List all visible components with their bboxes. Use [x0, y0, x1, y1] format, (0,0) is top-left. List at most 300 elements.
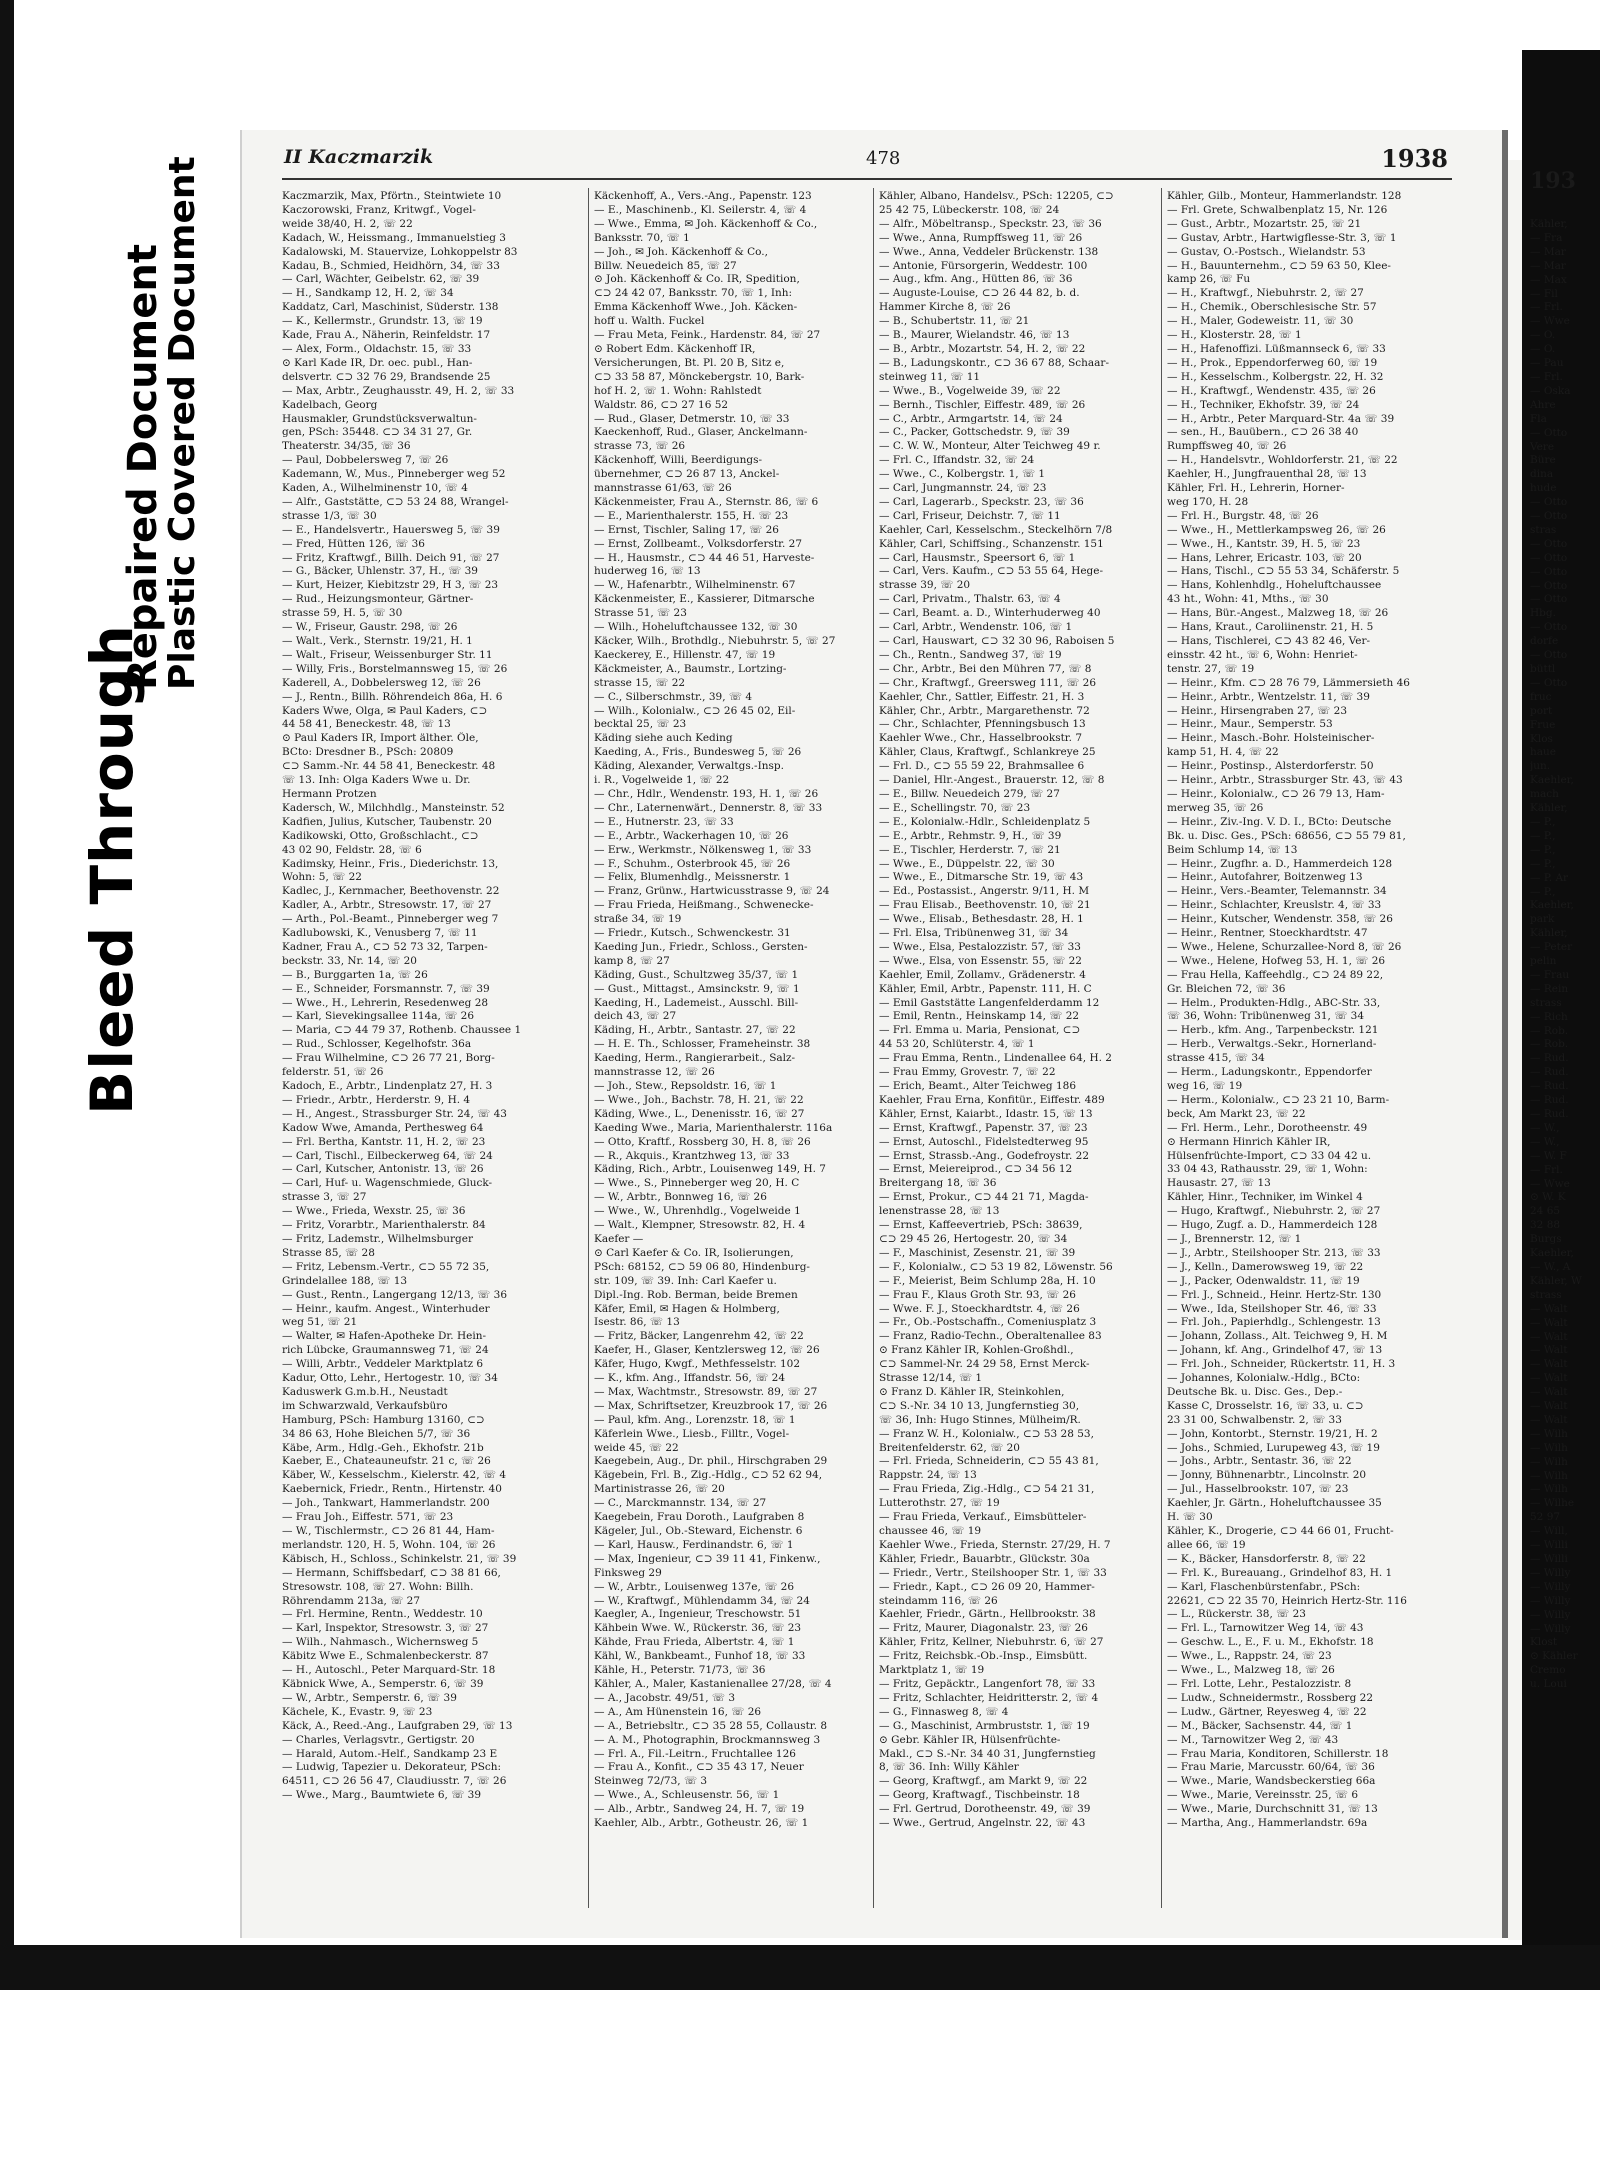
directory-entry-line: — F., Maschinist, Zesenstr. 21, ☏ 39	[879, 1246, 1076, 1259]
neighbor-entry-line: Kaehler,	[1530, 1247, 1574, 1260]
directory-entry-line: — Walt., Friseur, Weissenburger Str. 11	[282, 648, 493, 661]
directory-entry-line: i. R., Vogelweide 1, ☏ 22	[594, 774, 730, 787]
directory-entry-line: — Martha, Ang., Hammerlandstr. 69a	[1167, 1817, 1368, 1830]
directory-entry-line: Käckenhoff, Willi, Beerdigungs-	[594, 454, 763, 467]
directory-entry-line: — Fritz, Maurer, Diagonalstr. 23, ☏ 26	[879, 1622, 1088, 1635]
directory-entry-line: chaussee 46, ☏ 19	[879, 1525, 982, 1537]
directory-entry-line: — H., Klosterstr. 28, ☏ 1	[1167, 329, 1302, 342]
neighbor-entry-line: u. Loui	[1530, 1678, 1567, 1691]
directory-entry-line: 43 02 90, Feldstr. 28, ☏ 6	[282, 843, 422, 856]
directory-entry-line: Kademann, W., Mus., Pinneberger weg 52	[282, 468, 506, 481]
directory-entry-line: Kadach, W., Heissmang., Immanuelstieg 3	[282, 231, 506, 244]
directory-entry-line: — Fritz, Gepäcktr., Langenfort 78, ☏ 33	[879, 1677, 1096, 1690]
directory-entry-line: — H., Sandkamp 12, H. 2, ☏ 34	[282, 287, 454, 300]
directory-entry-line: — E., Schellingstr. 70, ☏ 23	[879, 801, 1031, 814]
directory-entry-line: — Frau Joh., Eiffestr. 571, ☏ 23	[282, 1511, 454, 1524]
directory-entry-line: — Wwe., B., Vogelweide 39, ☏ 22	[879, 384, 1061, 397]
directory-entry-line: — Frau A., Konfit., ⊂⊃ 35 43 17, Neuer	[594, 1761, 804, 1774]
neighbor-entry-line: — Otto	[1530, 510, 1568, 523]
directory-entry-line: — A. M., Photographin, Brockmannsweg 3	[594, 1733, 821, 1746]
directory-entry-line: — H., Handelsvtr., Wohldorferstr. 21, ☏ 22	[1167, 454, 1398, 467]
directory-entry-line: — Chr., Kraftwgf., Greersweg 111, ☏ 26	[879, 676, 1097, 689]
neighbor-entry-line: — Otto	[1530, 537, 1568, 550]
directory-entry-line: — Paul, Dobbelersweg 7, ☏ 26	[282, 454, 449, 467]
directory-entry-line: — A., Am Hünenstein 16, ☏ 26	[594, 1705, 762, 1718]
directory-entry-line: im Schwarzwald, Verkaufsbüro	[282, 1399, 448, 1412]
neighbor-entry-line: — Walt	[1530, 1358, 1568, 1371]
directory-entry-line: Kaebernick, Friedr., Rentn., Hirtenstr. 40	[282, 1483, 502, 1496]
neighbor-entry-line: port	[1530, 704, 1553, 717]
directory-entry-line: Kaehler Wwe., Frieda, Sternstr. 27/29, H. 7	[879, 1538, 1111, 1551]
directory-entry-line: — Gust., Arbtr., Mozartstr. 25, ☏ 21	[1167, 217, 1362, 230]
directory-entry-line: — Wwe., Marie, Vereinsstr. 25, ☏ 6	[1167, 1789, 1359, 1802]
directory-entry-line: Kaehler, Alb., Arbtr., Gotheustr. 26, ☏ 1	[594, 1817, 809, 1830]
directory-entry-line: — Paul, kfm. Ang., Lorenzstr. 18, ☏ 1	[594, 1413, 796, 1426]
directory-entry-line: Banksstr. 70, ☏ 1	[594, 231, 690, 244]
directory-entry-line: — Carl, Beamt. a. D., Winterhuderweg 40	[879, 607, 1101, 620]
neighbor-entry-line: — Wilh	[1530, 1483, 1568, 1496]
directory-entry-line: — H., Kesselschm., Kolbergstr. 22, H. 32	[1167, 370, 1384, 383]
directory-entry-line: mannstrasse 61/63, ☏ 26	[594, 482, 732, 495]
neighbor-entry-line: fruc	[1530, 690, 1552, 703]
neighbor-column	[1530, 218, 1600, 1692]
directory-entry-line: BCto: Dresdner B., PSch: 20809	[282, 746, 454, 759]
directory-entry-line: Kaegebein, Aug., Dr. phil., Hirschgraben 29	[594, 1455, 828, 1468]
neighbor-entry-line: — Walt	[1530, 1400, 1568, 1413]
neighbor-entry-line: — P.,	[1530, 829, 1556, 842]
directory-entry-line: — Frl. K., Bureauang., Grindelhof 83, H. 1	[1167, 1566, 1393, 1579]
neighbor-entry-line: Frue	[1530, 718, 1556, 731]
directory-entry-line: beck, Am Markt 23, ☏ 22	[1167, 1107, 1306, 1120]
directory-entry-line: — Wwe., Ida, Steilshoper Str. 46, ☏ 33	[1167, 1302, 1377, 1315]
directory-entry-line: — Johs., Arbtr., Sentastr. 36, ☏ 22	[1167, 1455, 1352, 1468]
directory-entry-line: — Maria, ⊂⊃ 44 79 37, Rothenb. Chaussee 1	[282, 1024, 522, 1037]
directory-entry-line: strasse 415, ☏ 34	[1167, 1052, 1265, 1065]
directory-entry-line: — E., Hutnerstr. 23, ☏ 33	[594, 815, 734, 828]
directory-entry-line: — Gustav, O.-Postsch., Wielandstr. 53	[1167, 245, 1366, 258]
directory-entry-line: — W., Arbtr., Louisenweg 137e, ☏ 26	[594, 1580, 795, 1593]
directory-entry-line: — Wwe., H., Kantstr. 39, H. 5, ☏ 23	[1167, 537, 1361, 550]
neighbor-entry-line: — Frl.	[1530, 301, 1563, 314]
directory-entry-line: Makl., ⊂⊃ S.-Nr. 34 40 31, Jungfernstieg	[879, 1747, 1096, 1760]
directory-entry-line: — Emil Gaststätte Langenfelderdamm 12	[879, 996, 1100, 1009]
directory-entry-line: beckstr. 33, Nr. 14, ☏ 20	[282, 954, 417, 967]
scanner-edge-bottom	[0, 1945, 1600, 1990]
directory-entry-line: — Wilh., Nahmasch., Wichernsweg 5	[282, 1636, 479, 1649]
directory-entry-line: — Carl, Lagerarb., Speckstr. 23, ☏ 36	[879, 495, 1084, 508]
directory-entry-line: Kaefer —	[594, 1232, 644, 1245]
directory-entry-line: — Frl. A., Fil.-Leitrn., Fruchtallee 126	[594, 1747, 796, 1760]
directory-entry-line: — Charles, Verlagsvtr., Gertigstr. 20	[282, 1733, 475, 1746]
directory-entry-line: Strasse 85, ☏ 28	[282, 1246, 375, 1259]
directory-entry-line: Wohn: 5, ☏ 22	[282, 871, 362, 884]
directory-entry-line: — Wwe., Helene, Hofweg 53, H. 1, ☏ 26	[1167, 954, 1386, 967]
directory-entry-line: Hamburg, PSch: Hamburg 13160, ⊂⊃	[282, 1413, 485, 1426]
directory-entry-line: — Ernst, Autoschl., Fidelstedterweg 95	[879, 1135, 1089, 1148]
neighbor-entry-line: Kaehler,	[1530, 899, 1574, 912]
neighbor-entry-line: — Fil	[1530, 287, 1558, 300]
directory-entry-line: — Frl. J., Schneid., Heinr. Hertz-Str. 130	[1167, 1288, 1382, 1301]
neighbor-entry-line: — Mar	[1530, 245, 1566, 258]
year-label: 1938	[1381, 144, 1448, 173]
directory-entry-line: Waldstr. 86, ⊂⊃ 27 16 52	[594, 398, 729, 411]
neighbor-entry-line: — Rein	[1530, 982, 1569, 995]
neighbor-entry-line: — Otto	[1530, 649, 1568, 662]
directory-entry-line: Versicherungen, Bt. Pl. 20 B, Sitz e,	[594, 356, 785, 369]
neighbor-entry-line: — W., A	[1530, 1260, 1571, 1273]
directory-entry-line: — Wwe., E., Ditmarsche Str. 19, ☏ 43	[879, 871, 1084, 884]
directory-entry-line: becktal 25, ☏ 23	[594, 718, 687, 731]
neighbor-entry-line: — Walt	[1530, 1372, 1568, 1385]
directory-entry-line: — Harald, Autom.-Helf., Sandkamp 23 E	[282, 1747, 498, 1760]
neighbor-entry-line: — Rud.	[1530, 1052, 1569, 1065]
neighbor-entry-line: — Will,	[1530, 1525, 1568, 1538]
directory-entry-line: — Chr., Schlachter, Pfenningsbusch 13	[879, 718, 1086, 731]
directory-entry-line: Kadur, Otto, Lehr., Hertogestr. 10, ☏ 34	[282, 1372, 498, 1385]
directory-entry-line: PSch: 68152, ⊂⊃ 59 06 80, Hindenburg-	[594, 1260, 810, 1273]
directory-entry-line: — Franz W. H., Kolonialw., ⊂⊃ 53 28 53,	[879, 1427, 1094, 1440]
directory-entry-line: — Fritz, Lademstr., Wilhelmsburger	[282, 1232, 473, 1245]
neighbor-entry-line: park	[1530, 913, 1555, 926]
neighbor-entry-line: — Peter	[1530, 941, 1573, 954]
directory-entry-line: — A., Jacobstr. 49/51, ☏ 3	[594, 1691, 736, 1704]
directory-entry-line: — Friedr., Arbtr., Herderstr. 9, H. 4	[282, 1093, 471, 1106]
directory-entry-line: — H., Bauunternehm., ⊂⊃ 59 63 50, Klee-	[1167, 259, 1391, 272]
directory-entry-line: 8, ☏ 36. Inh: Willy Kähler	[879, 1761, 1019, 1774]
directory-entry-line: Rumpffsweg 40, ☏ 26	[1167, 440, 1287, 453]
directory-entry-line: — R., Akquis., Krantzhweg 13, ☏ 33	[594, 1149, 790, 1162]
directory-entry-line: Käbnick Wwe, A., Semperstr. 6, ☏ 39	[282, 1677, 484, 1690]
neighbor-entry-line: — W. F	[1530, 1149, 1567, 1162]
directory-entry-line: — H., Techniker, Ekhofstr. 39, ☏ 24	[1167, 398, 1360, 411]
neighbor-entry-line: 52 97	[1530, 1511, 1561, 1524]
directory-entry-line: — Joh., Stew., Repsoldstr. 16, ☏ 1	[594, 1080, 777, 1092]
directory-entry-line: — W., Hafenarbtr., Wilhelminenstr. 67	[594, 579, 796, 592]
directory-entry-line: — Otto, Kraftf., Rossberg 30, H. 8, ☏ 26	[594, 1135, 811, 1148]
directory-column-3	[879, 190, 1141, 1831]
directory-entry-line: Käckenhoff, A., Vers.-Ang., Papenstr. 123	[594, 190, 812, 202]
directory-entry-line: — J., Arbtr., Steilshooper Str. 213, ☏ 33	[1167, 1246, 1381, 1259]
directory-entry-line: — Georg, Kraftwgf., am Markt 9, ☏ 22	[879, 1775, 1088, 1788]
directory-entry-line: 34 86 63, Hohe Bleichen 5/7, ☏ 36	[282, 1427, 471, 1440]
directory-entry-line: Kaczorowski, Franz, Kritwgf., Vogel-	[282, 203, 476, 216]
directory-entry-line: Kade, Frau A., Näherin, Reinfeldstr. 17	[282, 329, 491, 342]
directory-entry-line: ☏ 36, Wohn: Tribünenweg 31, ☏ 34	[1167, 1010, 1365, 1023]
directory-entry-line: Dipl.-Ing. Rob. Berman, beide Bremen	[594, 1288, 798, 1301]
directory-entry-line: Kadimsky, Heinr., Fris., Diederichstr. 13,	[282, 857, 499, 870]
directory-entry-line: — G., Maschinist, Armbruststr. 1, ☏ 19	[879, 1719, 1090, 1732]
directory-entry-line: Käbitz Wwe E., Schmalenbeckerstr. 87	[282, 1650, 489, 1663]
directory-entry-line: — Carl, Arbtr., Wendenstr. 106, ☏ 1	[879, 621, 1073, 634]
directory-entry-line: Kähbein Wwe. W., Rückerstr. 36, ☏ 23	[594, 1622, 802, 1635]
directory-entry-line: — Carl, Jungmannstr. 24, ☏ 23	[879, 482, 1047, 495]
directory-entry-line: strasse 15, ☏ 22	[594, 676, 686, 689]
directory-entry-line: — Wwe., Marie, Durchschnitt 31, ☏ 13	[1167, 1803, 1378, 1816]
directory-entry-line: — Fred, Hütten 126, ☏ 36	[282, 537, 425, 550]
directory-entry-line: — Ernst, Meiereiprod., ⊂⊃ 34 56 12	[879, 1163, 1073, 1176]
directory-entry-line: Kähler, K., Drogerie, ⊂⊃ 44 66 01, Frucht-	[1167, 1525, 1394, 1537]
directory-entry-line: — J., Rentn., Billh. Röhrendeich 86a, H. 6	[282, 690, 503, 703]
directory-entry-line: Kaehler Wwe., Chr., Hasselbrookstr. 7	[879, 732, 1083, 745]
directory-entry-line: ⊂⊃ Sammel-Nr. 24 29 58, Ernst Merck-	[879, 1358, 1090, 1371]
directory-entry-line: — Wwe. F. J., Stoeckhardtstr. 4, ☏ 26	[879, 1302, 1080, 1315]
directory-entry-line: kamp 8, ☏ 27	[594, 954, 670, 967]
directory-entry-line: Käding, Gust., Schultzweg 35/37, ☏ 1	[594, 968, 799, 981]
directory-entry-line: — Max, Schriftsetzer, Kreuzbrook 17, ☏ 26	[594, 1399, 828, 1412]
neighbor-entry-line: — Walt	[1530, 1316, 1568, 1329]
directory-entry-line: — Friedr., Kutsch., Schwenckestr. 31	[594, 927, 791, 940]
neighbor-entry-line: — Rud.	[1530, 1108, 1569, 1120]
directory-entry-line: strasse 3, ☏ 27	[282, 1191, 367, 1204]
directory-entry-line: — Antonie, Fürsorgerin, Weddestr. 100	[879, 259, 1088, 272]
directory-entry-line: deich 43, ☏ 27	[594, 1010, 677, 1023]
directory-entry-line: — Carl, Tischl., Eilbeckerweg 64, ☏ 24	[282, 1149, 493, 1162]
directory-entry-line: delsvertr. ⊂⊃ 32 76 29, Brandsende 25	[282, 370, 491, 383]
directory-entry-line: — Frl. Gertrud, Dorotheenstr. 49, ☏ 39	[879, 1803, 1091, 1816]
directory-entry-line: — Frl. Herm., Lehr., Dorotheenstr. 49	[1167, 1121, 1368, 1134]
directory-entry-line: ☏ 13. Inh: Olga Kaders Wwe u. Dr.	[282, 774, 471, 787]
neighbor-entry-line: — Frl.	[1530, 370, 1563, 383]
neighbor-entry-line: Büre	[1530, 454, 1556, 467]
directory-entry-line: — Frau Hella, Kaffeehdlg., ⊂⊃ 24 89 22,	[1167, 968, 1384, 981]
directory-entry-line: — Emil, Rentn., Heinskamp 14, ☏ 22	[879, 1010, 1080, 1023]
directory-entry-line: — Walt., Verk., Sternstr. 19/21, H. 1	[282, 635, 473, 647]
directory-entry-line: — Fritz, Lebensm.-Vertr., ⊂⊃ 55 72 35,	[282, 1260, 490, 1273]
directory-entry-line: — Hans, Tischlerei, ⊂⊃ 43 82 46, Ver-	[1167, 635, 1371, 647]
directory-entry-line: — Chr., Arbtr., Bei den Mühren 77, ☏ 8	[879, 662, 1092, 675]
directory-entry-line: ⊙ Carl Kaefer & Co. IR, Isolierungen,	[594, 1246, 794, 1259]
directory-entry-line: Käber, W., Kesselschm., Kielerstr. 42, ☏ 4	[282, 1469, 507, 1482]
directory-entry-line: — Karl, Sievekingsallee 114a, ☏ 26	[282, 1010, 475, 1023]
directory-entry-line: — Wwe., Elisab., Bethesdastr. 28, H. 1	[879, 913, 1084, 926]
directory-entry-line: — Heinr., Kolonialw., ⊂⊃ 26 79 13, Ham-	[1167, 787, 1385, 800]
directory-entry-line: — Gustav, Arbtr., Hartwigflesse-Str. 3, ☏ 1	[1167, 231, 1397, 244]
directory-entry-line: Kaehler, Carl, Kesselschm., Steckelhörn 7/8	[879, 523, 1113, 536]
neighbor-entry-line: Vere	[1530, 440, 1555, 453]
directory-entry-line: — Joh., ✉ Joh. Käckenhoff & Co.,	[594, 245, 768, 258]
directory-entry-line: — Carl, Privatm., Thalstr. 63, ☏ 4	[879, 593, 1061, 606]
directory-entry-line: — Wwe., H., Lehrerin, Resedenweg 28	[282, 996, 489, 1009]
neighbor-entry-line: Klost	[1530, 1636, 1558, 1649]
neighbor-entry-line: Burgs	[1530, 1233, 1562, 1246]
directory-entry-line: übernehmer, ⊂⊃ 26 87 13, Anckel-	[594, 468, 780, 481]
directory-entry-line: — Heinr., Rentner, Stoeckhardtstr. 47	[1167, 927, 1368, 940]
directory-entry-line: Kähler, Fritz, Kellner, Niebuhrstr. 6, ☏ 27	[879, 1636, 1104, 1649]
directory-entry-line: — Fritz, Bäcker, Langenrehm 42, ☏ 22	[594, 1330, 804, 1343]
directory-entry-line: — Rud., Heizungsmonteur, Gärtner-	[282, 593, 474, 606]
directory-entry-line: weg 170, H. 28	[1167, 495, 1249, 508]
neighbor-entry-line: ⊙ Kähler	[1530, 1650, 1578, 1663]
directory-entry-line: — Friedr., Vertr., Steilshooper Str. 1, ☏ 33	[879, 1566, 1107, 1579]
directory-entry-line: steinweg 11, ☏ 11	[879, 370, 981, 383]
directory-entry-line: rich Lübcke, Graumannsweg 71, ☏ 24	[282, 1344, 489, 1357]
directory-entry-line: — C., Silberschmstr., 39, ☏ 4	[594, 690, 753, 703]
directory-entry-line: Isestr. 86, ☏ 13	[594, 1316, 680, 1329]
header-rule	[282, 178, 1452, 180]
neighbor-entry-line: — O.	[1530, 343, 1556, 356]
directory-entry-line: — C. W. W., Monteur, Alter Teichweg 49 r.	[879, 440, 1101, 453]
directory-entry-line: Hülsenfrüchte-Import, ⊂⊃ 33 04 42 u.	[1167, 1149, 1372, 1162]
directory-column-4	[1167, 190, 1429, 1831]
directory-entry-line: — Hugo, Kraftwgf., Niebuhrstr. 2, ☏ 27	[1167, 1205, 1381, 1218]
neighbor-entry-line: — Otto	[1530, 676, 1568, 689]
directory-entry-line: Kaduswerk G.m.b.H., Neustadt	[282, 1385, 448, 1398]
directory-entry-line: — E., Arbtr., Rehmstr. 9, H., ☏ 39	[879, 829, 1062, 842]
directory-entry-line: Hammer Kirche 8, ☏ 26	[879, 301, 1011, 314]
neighbor-entry-line: — Wilhe	[1530, 1497, 1575, 1510]
directory-entry-line: — Hans, Kohlenhdlg., Hoheluftchaussee	[1167, 579, 1382, 592]
directory-entry-line: — H., Autoschl., Peter Marquard-Str. 18	[282, 1664, 496, 1677]
directory-entry-line: ⊙ Joh. Käckenhoff & Co. IR, Spedition,	[594, 273, 800, 286]
directory-entry-line: — Arth., Pol.-Beamt., Pinneberger weg 7	[282, 913, 499, 926]
directory-entry-line: — Franz, Grünw., Hartwicusstrasse 9, ☏ 24	[594, 885, 830, 898]
neighbor-entry-line: pelin	[1530, 955, 1557, 968]
directory-entry-line: — Heinr., Kutscher, Wendenstr. 358, ☏ 26	[1167, 913, 1393, 926]
directory-entry-line: — Fr., Ob.-Postschaffn., Comeniusplatz 3	[879, 1316, 1097, 1329]
directory-entry-line: Bk. u. Disc. Ges., PSch: 68656, ⊂⊃ 55 79 81,	[1167, 829, 1406, 842]
directory-entry-line: — Carl, Huf- u. Wagenschmiede, Gluck-	[282, 1177, 493, 1190]
directory-entry-line: Käding, Alexander, Verwaltgs.-Insp.	[594, 760, 784, 773]
directory-entry-line: 22621, ⊂⊃ 22 35 70, Heinrich Hertz-Str. 116	[1167, 1594, 1407, 1607]
directory-entry-line: 44 53 20, Schlüterstr. 4, ☏ 1	[879, 1038, 1035, 1051]
directory-entry-line: — Walt., Klempner, Stresowstr. 82, H. 4	[594, 1219, 806, 1232]
directory-entry-line: — K., kfm. Ang., Iffandstr. 56, ☏ 24	[594, 1372, 786, 1385]
neighbor-entry-line: büttl	[1530, 663, 1556, 675]
directory-entry-line: Kadelbach, Georg	[282, 398, 378, 411]
directory-entry-line: Käcker, Wilh., Brothdlg., Niebuhrstr. 5, ☏ 27	[594, 635, 836, 647]
neighbor-entry-line: — P.,	[1530, 885, 1556, 898]
directory-entry-line: — Rud., Schlosser, Kegelhofstr. 36a	[282, 1038, 472, 1051]
directory-entry-line: ☏ 36, Inh: Hugo Stinnes, Mülheim/R.	[879, 1413, 1081, 1426]
directory-entry-line: Kägeler, Jul., Ob.-Steward, Eichenstr. 6	[594, 1525, 803, 1537]
directory-page	[240, 130, 1504, 1938]
directory-entry-line: Kaehler, Friedr., Gärtn., Hellbrookstr. 38	[879, 1608, 1096, 1621]
neighbor-entry-line: Ahre	[1530, 398, 1556, 411]
directory-entry-line: Kaegebein, Frau Doroth., Laufgraben 8	[594, 1511, 805, 1524]
neighbor-entry-line: Fla	[1530, 412, 1547, 425]
directory-entry-line: — Erich, Beamt., Alter Teichweg 186	[879, 1080, 1077, 1092]
directory-entry-line: Kaeding, A., Fris., Bundesweg 5, ☏ 26	[594, 746, 802, 759]
directory-entry-line: — W., Tischlermstr., ⊂⊃ 26 81 44, Ham-	[282, 1525, 495, 1537]
directory-entry-line: hof H. 2, ☏ 1. Wohn: Rahlstedt	[594, 384, 762, 397]
neighbor-entry-line: dina	[1530, 468, 1554, 481]
neighbor-entry-line: — Willy	[1530, 1580, 1571, 1593]
directory-entry-line: Kähl, W., Bankbeamt., Funhof 18, ☏ 33	[594, 1650, 806, 1663]
directory-entry-line: lenenstrasse 28, ☏ 13	[879, 1205, 1000, 1218]
directory-entry-line: — G., Bäcker, Uhlenstr. 37, H., ☏ 39	[282, 565, 478, 578]
directory-entry-line: 25 42 75, Lübeckerstr. 108, ☏ 24	[879, 203, 1060, 216]
page-number: 478	[866, 148, 901, 169]
directory-entry-line: ⊂⊃ 29 45 26, Hertogestr. 20, ☏ 34	[879, 1232, 1068, 1245]
neighbor-entry-line: — Rob.	[1530, 1038, 1569, 1051]
directory-entry-line: Hausastr. 27, ☏ 13	[1167, 1177, 1271, 1190]
directory-entry-line: Kaeding, Herm., Rangierarbeit., Salz-	[594, 1052, 796, 1065]
directory-entry-line: — Frau F., Klaus Groth Str. 93, ☏ 26	[879, 1288, 1076, 1301]
neighbor-entry-line: — Walt	[1530, 1386, 1568, 1399]
neighbor-entry-line: — Oska	[1530, 384, 1571, 397]
neighbor-entry-line: — P. Ar	[1530, 871, 1569, 884]
directory-entry-line: — Frau Emmy, Grovestr. 7, ☏ 22	[879, 1066, 1056, 1079]
directory-entry-line: Käding, Wwe., L., Denenisstr. 16, ☏ 27	[594, 1107, 805, 1120]
directory-entry-line: Käckenmeister, E., Kassierer, Ditmarsche	[594, 593, 815, 606]
directory-entry-line: strasse 59, H. 5, ☏ 30	[282, 607, 403, 620]
neighbor-entry-line: — Wilh	[1530, 1427, 1568, 1440]
label-bleed-through: Bleed Through	[78, 624, 146, 1115]
directory-entry-line: — J., Brennerstr. 12, ☏ 1	[1167, 1232, 1302, 1245]
neighbor-entry-line: — Pau	[1530, 357, 1564, 370]
directory-entry-line: Kähler, Frl. H., Lehrerin, Horner-	[1167, 482, 1345, 495]
directory-entry-line: — H., Kraftwgf., Wendenstr. 435, ☏ 26	[1167, 384, 1376, 397]
directory-entry-line: — Ed., Postassist., Angerstr. 9/11, H. M	[879, 885, 1090, 898]
neighbor-entry-line: — Wilh	[1530, 1455, 1568, 1468]
directory-entry-line: — sen., H., Bauübern., ⊂⊃ 26 38 40	[1167, 426, 1359, 439]
directory-entry-line: Kadersch, W., Milchhdlg., Mansteinstr. 52	[282, 801, 505, 814]
directory-entry-line: — Ernst, Kaffeevertrieb, PSch: 38639,	[879, 1219, 1083, 1232]
neighbor-page-number: 193	[1530, 168, 1576, 194]
directory-entry-line: — H., Hausmstr., ⊂⊃ 44 46 51, Harveste-	[594, 551, 815, 564]
directory-entry-line: — Hans, Bür.-Angest., Malzweg 18, ☏ 26	[1167, 607, 1389, 620]
directory-entry-line: — Karl, Inspektor, Stresowstr. 3, ☏ 27	[282, 1622, 489, 1635]
directory-entry-line: Käding, H., Arbtr., Santastr. 27, ☏ 22	[594, 1024, 796, 1037]
directory-entry-line: — Wwe., H., Mettlerkampsweg 26, ☏ 26	[1167, 523, 1386, 536]
neighbor-entry-line: — Willy	[1530, 1622, 1571, 1635]
directory-entry-line: ⊙ Franz D. Kähler IR, Steinkohlen,	[879, 1385, 1065, 1398]
directory-entry-line: strasse 1/3, ☏ 30	[282, 509, 377, 522]
directory-entry-line: Kaeckerey, E., Hillenstr. 47, ☏ 19	[594, 648, 776, 661]
directory-entry-line: ⊙ Robert Edm. Käckenhoff IR,	[594, 342, 756, 355]
directory-entry-line: Kaeckenhoff, Rud., Glaser, Anckelmann-	[594, 426, 808, 439]
directory-entry-line: — Karl, Flaschenbürstenfabr., PSch:	[1167, 1580, 1361, 1593]
directory-entry-line: straße 34, ☏ 19	[594, 913, 682, 926]
directory-entry-line: — W., Friseur, Gaustr. 298, ☏ 26	[282, 621, 458, 634]
directory-entry-line: — Gust., Rentn., Langergang 12/13, ☏ 36	[282, 1288, 508, 1301]
directory-entry-line: Kadler, A., Arbtr., Stresowstr. 17, ☏ 27	[282, 899, 492, 912]
directory-entry-line: — Gust., Mittagst., Amsinckstr. 9, ☏ 1	[594, 982, 800, 995]
directory-entry-line: — Heinr., Arbtr., Wentzelstr. 11, ☏ 39	[1167, 690, 1370, 703]
directory-entry-line: — Erw., Werkmstr., Nölkensweg 1, ☏ 33	[594, 843, 812, 856]
directory-entry-line: — G., Finnasweg 8, ☏ 4	[879, 1705, 1009, 1718]
directory-entry-line: — Carl, Vers. Kaufm., ⊂⊃ 53 55 64, Hege-	[879, 565, 1104, 578]
neighbor-entry-line: — Otto	[1530, 426, 1568, 439]
directory-entry-line: — Heinr., Arbtr., Strassburger Str. 43, ☏ 43	[1167, 774, 1403, 787]
directory-entry-line: Kähler, Albano, Handelsv., PSch: 12205, ⊂⊃	[879, 190, 1114, 202]
neighbor-entry-line: Kähler,	[1530, 802, 1568, 815]
directory-entry-line: Kähler, Claus, Kraftwgf., Schlankreye 25	[879, 746, 1096, 759]
directory-entry-line: — Ludw., Gärtner, Reyesweg 4, ☏ 22	[1167, 1705, 1367, 1718]
directory-entry-line: — Frl. Frieda, Schneiderin, ⊂⊃ 55 43 81,	[879, 1455, 1099, 1468]
directory-entry-line: Deutsche Bk. u. Disc. Ges., Dep.-	[1167, 1385, 1343, 1398]
directory-entry-line: — Wwe., S., Pinneberger weg 20, H. C	[594, 1177, 800, 1190]
neighbor-page	[1508, 160, 1522, 1940]
neighbor-entry-line: — Otto	[1530, 551, 1568, 564]
page-header	[242, 142, 1504, 182]
directory-entry-line: Kähler, Chr., Arbtr., Margarethenstr. 72	[879, 704, 1090, 717]
directory-entry-line: 44 58 41, Beneckestr. 48, ☏ 13	[282, 718, 451, 731]
directory-entry-line: — H., Chemik., Oberschlesische Str. 57	[1167, 301, 1377, 314]
directory-entry-line: — Wwe., L., Rappstr. 24, ☏ 23	[1167, 1650, 1332, 1663]
directory-entry-line: — Kurt, Heizer, Kiebitzstr 29, H 3, ☏ 23	[282, 579, 499, 592]
directory-entry-line: — Wwe., Anna, Rumpffsweg 11, ☏ 26	[879, 231, 1083, 244]
directory-entry-line: Kaehler, Jr. Gärtn., Hoheluftchaussee 35	[1167, 1497, 1382, 1510]
neighbor-entry-line: — Frl.	[1530, 1163, 1563, 1176]
directory-entry-line: — Carl, Friseur, Deichstr. 7, ☏ 11	[879, 509, 1061, 522]
directory-entry-line: — Geschw. L., E., F. u. M., Ekhofstr. 18	[1167, 1636, 1374, 1649]
directory-entry-line: ⊂⊃ Samm.-Nr. 44 58 41, Beneckestr. 48	[282, 760, 496, 773]
directory-entry-line: Kadfien, Julius, Kutscher, Taubenstr. 20	[282, 815, 492, 828]
directory-entry-line: — B., Ladungskontr., ⊂⊃ 36 67 88, Schaar-	[879, 356, 1109, 369]
neighbor-entry-line: hude	[1530, 482, 1557, 495]
directory-entry-line: Steinweg 72/73, ☏ 3	[594, 1775, 708, 1788]
